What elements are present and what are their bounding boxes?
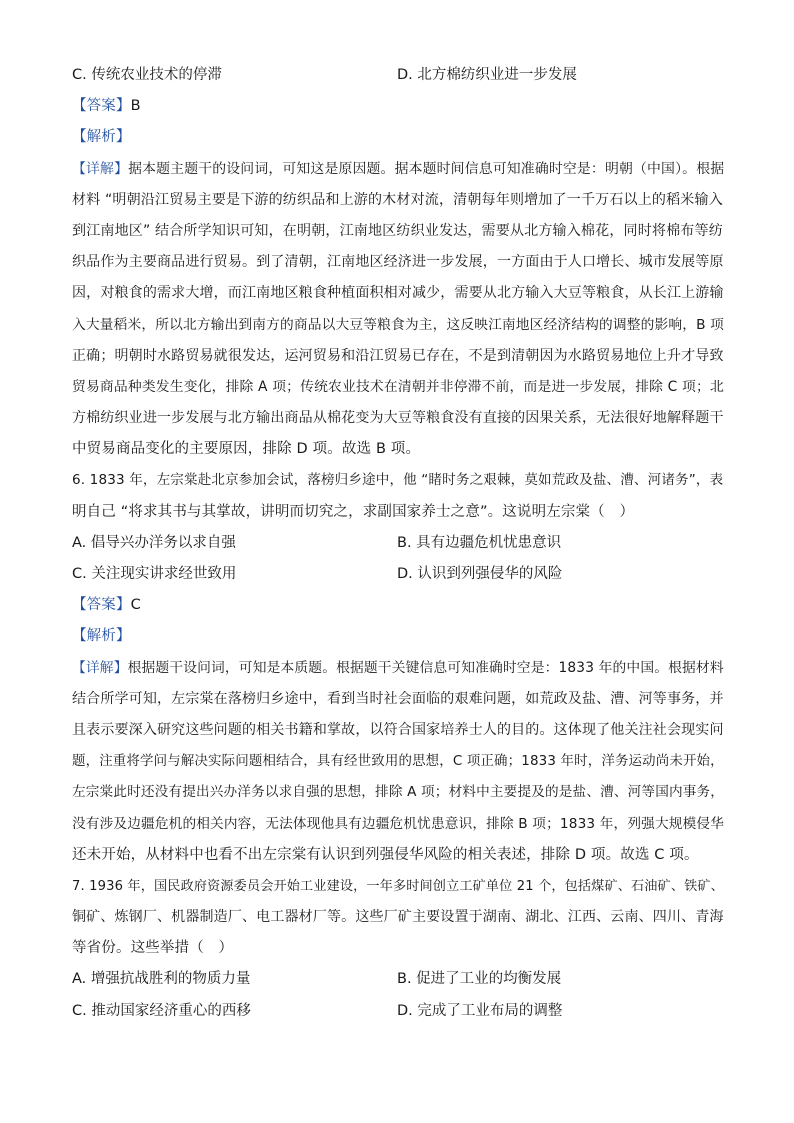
q6-stem-line: 明自己 “将求其书与其掌故，讲明而切究之，求副国家养士之意”。这说明左宗棠（ ） — [72, 503, 635, 520]
analysis-tag: 【解析】 — [72, 628, 131, 645]
q6-detail-line: 且表示要深入研究这些问题的相关书籍和掌故，以符合国家培养士人的目的。这体现了他关注社会现实问 — [72, 721, 724, 738]
q5-option-d: D. 北方棉纺织业进一步发展 — [397, 67, 577, 83]
q5-detail-line: 到江南地区” 结合所学知识可知，在明朝，江南地区纺织业发达，需要从北方输入棉花，同时将棉布等纺 — [72, 222, 723, 239]
q5-analysis-heading — [72, 122, 724, 153]
q5-option-c: C. 传统农业技术的停滞 — [72, 67, 222, 83]
q7-option-c: C. 推动国家经济重心的西移 — [72, 1002, 251, 1019]
q7-stem-line: 7. 1936 年，国民政府资源委员会开始工业建设，一年多时间创立工矿单位 21 个，包括煤矿、石油矿、铁矿、 — [72, 878, 724, 894]
q6-options-row — [72, 528, 724, 559]
q6-option-d: D. 认识到列强侵华的风险 — [397, 566, 563, 582]
q5-options-row — [72, 60, 724, 91]
q5-detail-line: 贸易商品种类发生变化，排除 A 项；传统农业技术在清朝并非停滞不前，而是进一步发展，排除 C 项；北 — [72, 378, 724, 395]
exam-page — [72, 60, 724, 1027]
q7-stem — [72, 871, 724, 965]
q6-detail-line: 还未开始，从材料中也看不出左宗棠有认识到列强侵华风险的相关表述，排除 D 项。故选 C 项。 — [72, 846, 699, 863]
q6-analysis-heading — [72, 621, 724, 652]
q5-detail-line: 方棉纺织业进一步发展与北方输出商品从棉花变为大豆等粮食没有直接的因果关系，无法很好地解释题干 — [72, 410, 724, 427]
q5-detail-line: 织品作为主要商品进行贸易。到了清朝，江南地区经济进一步发展，一方面由于人口增长、城市发展等原 — [72, 254, 724, 271]
q7-option-d: D. 完成了工业布局的调整 — [397, 1002, 563, 1019]
answer-value: C — [130, 597, 141, 614]
q7-options-row — [72, 964, 724, 995]
answer-value: B — [130, 98, 141, 115]
q5-detail-line: 【详解】据本题主题干的设问词，可知这是原因题。据本题时间信息可知准确时空是：明朝（中国）。根据 — [72, 160, 725, 177]
q6-stem — [72, 465, 724, 527]
analysis-tag: 【解析】 — [72, 129, 131, 146]
q6-option-c: C. 关注现实讲求经世致用 — [72, 566, 237, 582]
q7-option-b: B. 促进了工业的均衡发展 — [397, 971, 562, 988]
detail-tag: 【详解】 — [72, 160, 129, 177]
q7-stem-line: 铜矿、炼钢厂、机器制造厂、电工器材厂等。这些厂矿主要设置于湖南、湖北、江西、云南、四川、青海 — [72, 909, 724, 926]
answer-tag: 【答案】 — [72, 597, 131, 614]
q6-detail-line: 【详解】根据题干设问词，可知是本质题。根据题干关键信息可知准确时空是：1833 年的中国。根据材料 — [72, 659, 724, 676]
q5-answer — [72, 91, 724, 122]
q6-option-b: B. 具有边疆危机忧患意识 — [397, 534, 562, 551]
q6-option-a: A. 倡导兴办洋务以求自强 — [72, 534, 236, 551]
q5-detail-line: 因，对粮食的需求大增，而江南地区粮食种植面积相对减少，需要从北方输入大豆等粮食，从长江上游输 — [72, 285, 724, 302]
q7-options-row — [72, 996, 724, 1027]
q5-detail-line: 材料 “明朝沿江贸易主要是下游的纺织品和上游的木材对流，清朝每年则增加了一千万石以上的稻米输入 — [72, 191, 723, 208]
q6-options-row — [72, 559, 724, 590]
q5-detail-line: 入大量稻米，所以北方输出到南方的商品以大豆等粮食为主，这反映江南地区经济结构的调整的影响，B 项 — [72, 316, 725, 333]
q6-detail — [72, 653, 724, 871]
q7-stem-line: 等省份。这些举措（ ） — [72, 940, 234, 957]
answer-tag: 【答案】 — [72, 98, 131, 115]
q6-stem-line: 6. 1833 年，左宗棠赴北京参加会试，落榜归乡途中，他 “睹时务之艰棘，莫如荒政及盐、漕、河诸务”，表 — [72, 472, 724, 489]
q6-detail-line: 没有涉及边疆危机的相关内容，无法体现他具有边疆危机忧患意识，排除 B 项；1833 年，列强大规模侵华 — [72, 815, 725, 832]
q7-option-a: A. 增强抗战胜利的物质力量 — [72, 971, 251, 988]
q6-answer — [72, 590, 724, 621]
q6-detail-line: 结合所学可知，左宗棠在落榜归乡途中，看到当时社会面临的艰难问题，如荒政及盐、漕、河等事务，并 — [72, 690, 724, 707]
q5-detail-line: 正确；明朝时水路贸易就很发达，运河贸易和沿江贸易已存在，不是到清朝因为水路贸易地位上升才导致 — [72, 347, 724, 364]
detail-tag: 【详解】 — [72, 659, 128, 676]
q6-detail-line: 题，注重将学问与解决实际问题相结合，具有经世致用的思想，C 项正确；1833 年时，洋务运动尚未开始， — [72, 754, 724, 770]
q6-detail-line: 左宗棠此时还没有提出兴办洋务以求自强的思想，排除 A 项；材料中主要提及的是盐、漕、河等国内事务， — [72, 784, 725, 801]
q5-detail-line: 中贸易商品变化的主要原因，排除 D 项。故选 B 项。 — [72, 441, 421, 458]
q5-detail — [72, 154, 724, 466]
